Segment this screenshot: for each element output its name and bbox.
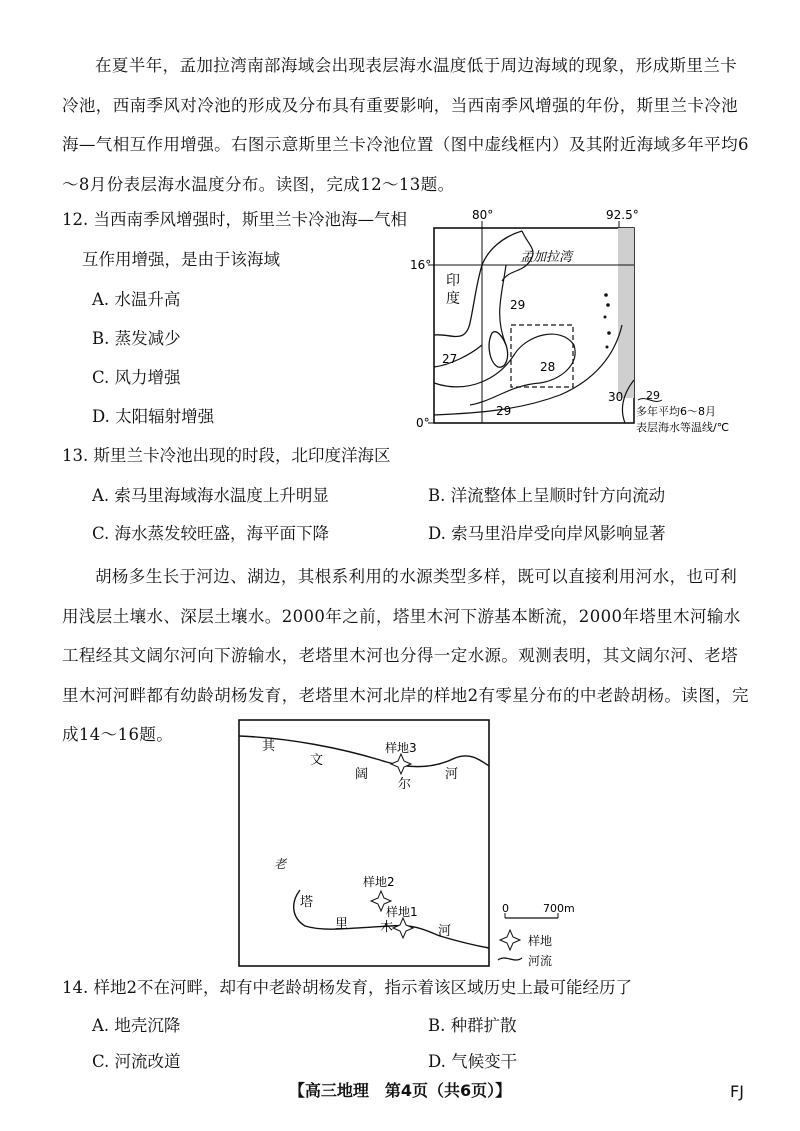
question-14-option-d: D. 气候变干 (428, 1052, 518, 1071)
map2-river2-char-4: 河 (438, 924, 452, 939)
map2-legend-river-label: 河流 (528, 954, 553, 968)
map2-legend-river-line (498, 958, 522, 960)
map1-iso-30-label: 30 (608, 390, 624, 404)
map1-iso-29-bottom-label: 29 (496, 404, 512, 418)
intro-paragraph-2: 胡杨多生长于河边、湖边，其根系利用的水源类型多样，既可以直接利用河水，也可利用浅层土壤水、深层土壤水。2000年之前，塔里木河下游基本断流，2000年塔里木河输水工程经其文阔尔河向下游输水，老塔里木河也分得一定水源。观测表明，其文阔尔河、老塔里木河河畔都有幼龄胡杨发育，老塔里木河北岸的样地2有零星分布的中老龄胡杨。读图，完成14～16题。 (62, 567, 749, 744)
question-12-option-a: A. 水温升高 (92, 290, 181, 309)
map2-river1-char-5: 河 (445, 767, 459, 782)
map2-river1-char-1: 其 (262, 739, 276, 754)
map1-iso-27-label: 27 (442, 352, 458, 366)
map2-river-qiwenkuoer (239, 736, 489, 767)
tarim-river-sites-map (230, 718, 600, 970)
question-13-stem: 13. 斯里兰卡冷池出现的时段，北印度洋海区 (62, 446, 391, 465)
map2-site1-label: 样地1 (386, 905, 418, 919)
map1-lon-92-label: 92.5° (606, 208, 639, 222)
map2-river2-char-3: 木 (380, 920, 394, 935)
map2-site3-label: 样地3 (385, 741, 417, 755)
map1-isotherm-29-south (434, 325, 622, 415)
exam-code: FJ (730, 1082, 744, 1101)
question-14-option-b: B. 种群扩散 (428, 1016, 517, 1035)
question-14-stem: 14. 样地2不在河畔，却有中老龄胡杨发育，指示着该区域历史上最可能经历了 (62, 978, 632, 997)
map1-lat-0-label: 0° (416, 416, 430, 430)
map2-river1-char-3: 阔 (355, 767, 369, 782)
map1-lat-16-label: 16° (410, 258, 432, 272)
map2-river2-char-1: 塔 (300, 895, 314, 910)
map2-lao-label: 老 (274, 857, 287, 871)
sri-lanka-cold-pool-map (410, 205, 760, 440)
page-footer: 【高三地理 第4页（共6页）】 (288, 1081, 512, 1100)
question-12-stem-line2: 互作用增强，是由于该海域 (82, 250, 280, 269)
map1-india-label: 印 (446, 273, 460, 289)
map2-river2-char-2: 里 (335, 917, 349, 932)
map1-legend-value: 29 (646, 389, 660, 402)
map2-river1-char-4: 尔 (398, 777, 412, 792)
map1-iso-29-top-label: 29 (510, 298, 526, 312)
map1-legend-line2: 表层海水等温线/℃ (636, 421, 730, 434)
map1-lon-80-label: 80° (472, 208, 494, 222)
question-12-option-d: D. 太阳辐射增强 (92, 407, 215, 426)
map2-site3-marker (391, 754, 411, 774)
map1-bay-label: 孟加拉湾 (520, 250, 573, 265)
map2-site2-label: 样地2 (363, 875, 395, 889)
question-12-option-b: B. 蒸发减少 (92, 329, 181, 348)
map1-india-label-2: 度 (446, 291, 460, 307)
map1-sri-lanka (489, 332, 507, 367)
map2-legend-site-marker (500, 930, 520, 950)
map2-river1-char-2: 文 (310, 753, 324, 768)
question-12-option-c: C. 风力增强 (92, 368, 181, 387)
map2-river-tarim (294, 890, 489, 948)
map1-legend-line1: 多年平均6～8月 (636, 405, 716, 418)
question-13-option-d: D. 索马里沿岸受向岸风影响显著 (428, 524, 666, 543)
question-14-option-a: A. 地壳沉降 (92, 1016, 181, 1035)
map1-cold-pool-box (511, 325, 573, 387)
map2-frame (239, 720, 489, 966)
question-13-option-a: A. 索马里海域海水温度上升明显 (92, 486, 329, 505)
intro-paragraph-1: 在夏半年，孟加拉湾南部海域会出现表层海水温度低于周边海域的现象，形成斯里兰卡冷池，西南季风对冷池的形成及分布具有重要影响，当西南季风增强的年份，斯里兰卡冷池海—气相互作用增强。右图示意斯里兰卡冷池位置（图中虚线框内）及其附近海域多年平均6～8月份表层海水温度分布。读图，完成12～13题。 (62, 56, 749, 194)
question-13-option-b: B. 洋流整体上呈顺时针方向流动 (428, 486, 666, 505)
map2-legend-site-label: 样地 (528, 934, 553, 948)
question-12-stem-line1: 12. 当西南季风增强时，斯里兰卡冷池海—气相 (62, 210, 407, 229)
map2-site1-marker (393, 918, 413, 938)
question-13-option-c: C. 海水蒸发较旺盛，海平面下降 (92, 524, 330, 543)
map2-scale-zero: 0 (502, 902, 509, 915)
map1-east-land (618, 228, 634, 398)
question-14-option-c: C. 河流改道 (92, 1052, 181, 1071)
map1-iso-28-label: 28 (540, 360, 556, 374)
map2-scale-dist: 700m (543, 902, 575, 915)
